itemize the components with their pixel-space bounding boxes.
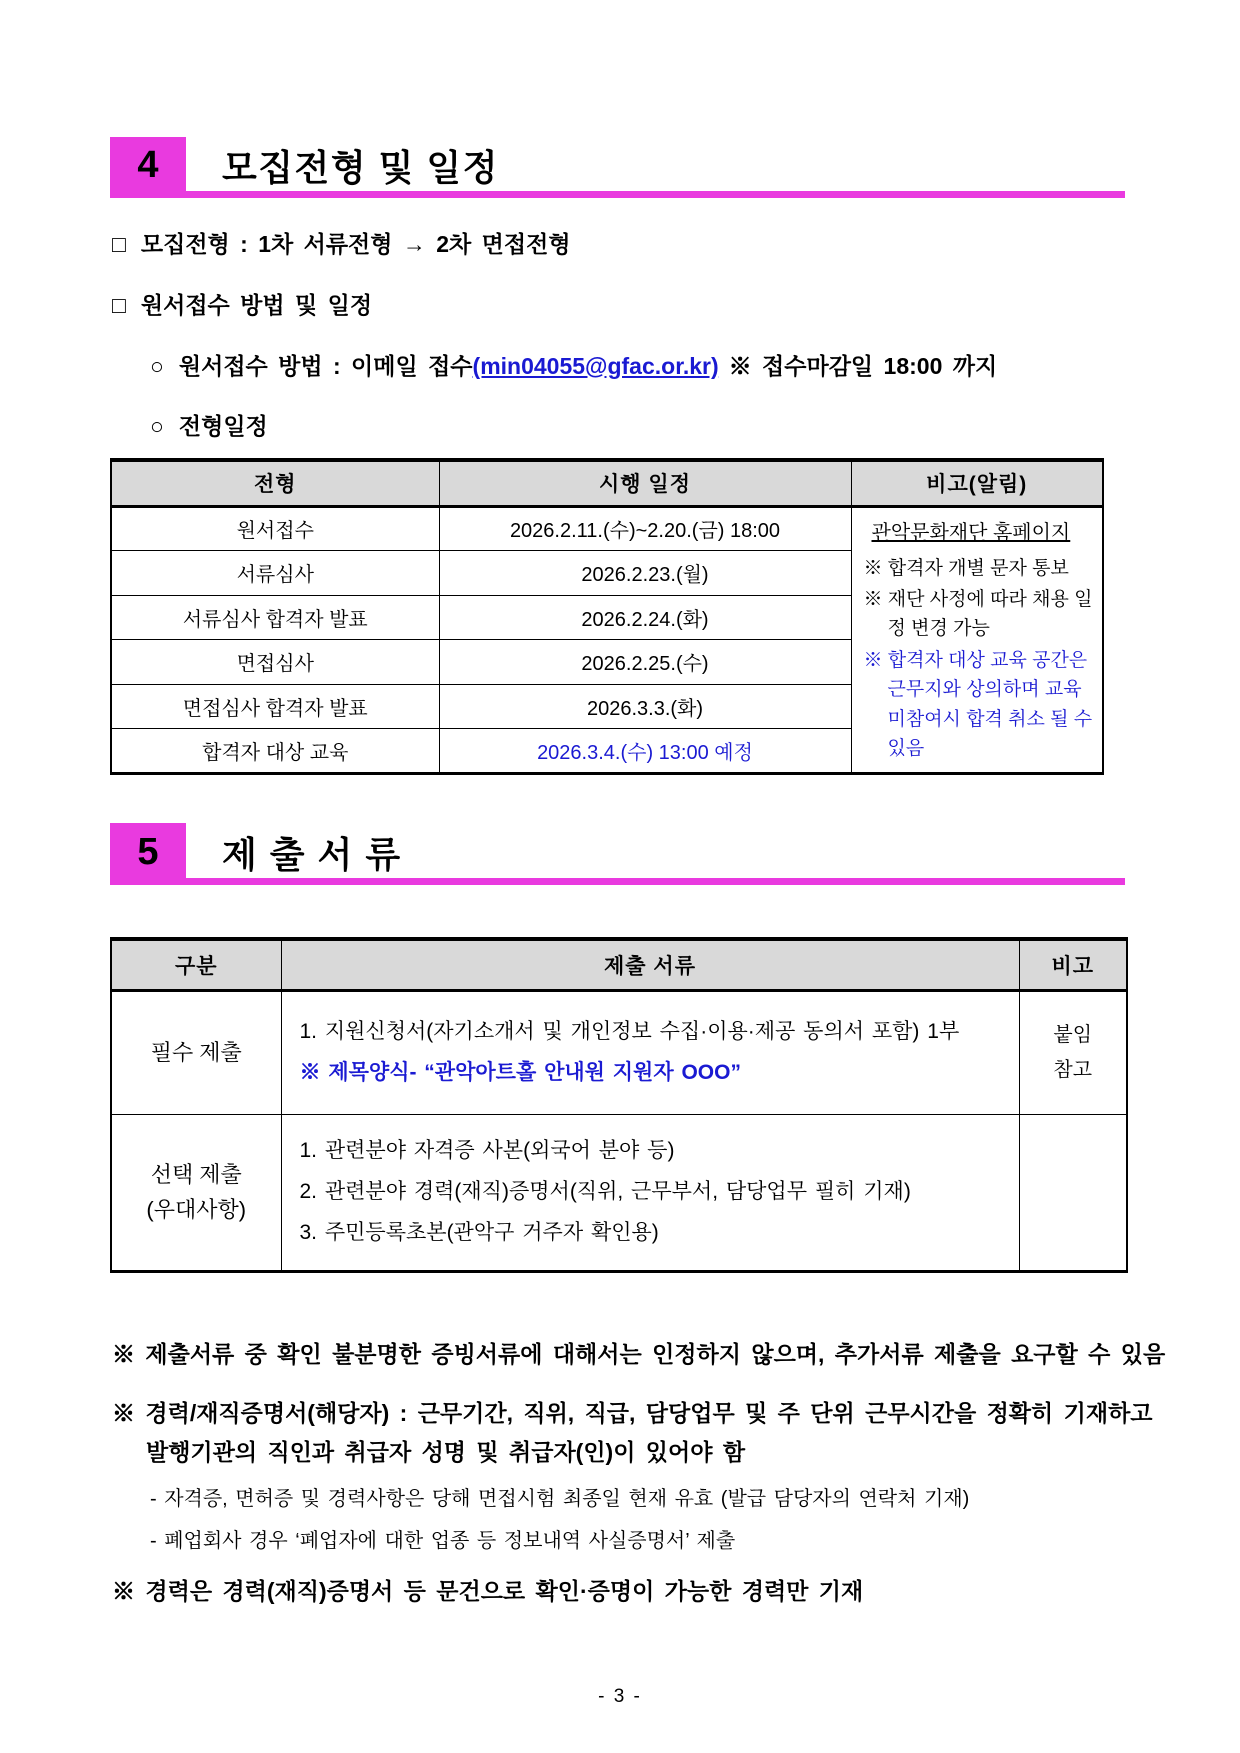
square-bullet-icon: □ xyxy=(112,291,126,318)
date-cell: 2026.2.11.(수)~2.20.(금) 18:00 xyxy=(439,506,851,551)
category-cell: 필수 제출 xyxy=(111,991,281,1115)
documents-table xyxy=(110,937,1128,1273)
notes-cell xyxy=(851,506,1103,773)
schedule-table-header-row xyxy=(111,460,1103,506)
schedule-heading-line xyxy=(150,412,1180,441)
schedule-table xyxy=(110,458,1104,775)
date-cell: 2026.3.3.(화) xyxy=(439,684,851,729)
optional-doc-item: 3. 주민등록초본(관악구 거주자 확인용) xyxy=(299,1220,659,1244)
footnote-sub-closed-company: - 폐업회사 경우 ‘폐업자에 대한 업종 등 정보내역 사실증명서’ 제출 xyxy=(150,1530,736,1553)
documents-table-header-row xyxy=(111,939,1127,991)
col-header-documents: 제출 서류 xyxy=(281,939,1019,991)
documents-cell xyxy=(281,991,1019,1115)
footnote-unclear-documents: ※ 제출서류 중 확인 불분명한 증빙서류에 대해서는 인정하지 않으며, 추가서류 제출을 요구할 수 있음 xyxy=(112,1340,1166,1367)
email-prefix-text: 원서접수 방법 : 이메일 접수 xyxy=(178,352,473,379)
section-5-number-badge: 5 xyxy=(110,823,186,881)
email-title-format-note: ※ 제목양식- “관악아트홀 안내원 지원자 OOO” xyxy=(299,1061,741,1085)
remark-cell xyxy=(1019,1115,1127,1272)
date-cell: 2026.2.24.(화) xyxy=(439,595,851,640)
deadline-text: ※ 접수마감일 18:00 까지 xyxy=(728,352,998,379)
required-doc-item: 1. 지원신청서(자기소개서 및 개인정보 수집·이용·제공 동의서 포함) 1부 xyxy=(299,1020,960,1044)
circle-bullet-icon: ○ xyxy=(150,413,164,440)
category-cell xyxy=(111,1115,281,1272)
table-row xyxy=(111,991,1127,1115)
note-schedule-change: ※ 재단 사정에 따라 채용 일정 변경 가능 xyxy=(863,588,1093,640)
stage-cell: 면접심사 합격자 발표 xyxy=(111,684,439,729)
documents-cell xyxy=(281,1115,1019,1272)
footnote-sub-certificates-valid: - 자격증, 면허증 및 경력사항은 당해 면접시험 최종일 현재 유효 (발급 담당자의 연락처 기재) xyxy=(150,1488,970,1511)
col-header-note: 비고(알림) xyxy=(851,460,1103,506)
circle-bullet-icon: ○ xyxy=(150,352,164,379)
remark-cell xyxy=(1019,991,1127,1115)
date-cell: 2026.3.4.(수) 13:00 예정 xyxy=(439,729,851,774)
email-link[interactable]: (min04055@gfac.or.kr) xyxy=(472,352,719,379)
square-bullet-icon: □ xyxy=(112,231,126,257)
footnote-employment-certificate: ※ 경력/재직증명서(해당자) : 근무기간, 직위, 직급, 담당업무 및 주 단위 근무시간을 정확히 기재하고 발행기관의 직인과 취급자 성명 및 취급자(인)이 있어야 함 xyxy=(112,1399,1153,1466)
application-method-line xyxy=(112,291,1180,320)
recruitment-process-text: 모집전형 : 1차 서류전형 → 2차 면접전형 xyxy=(140,231,571,257)
stage-cell: 서류심사 합격자 발표 xyxy=(111,595,439,640)
section-4-title: 모집전형 및 일정 xyxy=(222,147,499,188)
foundation-homepage-text: 관악문화재단 홈페이지 xyxy=(871,521,1071,544)
optional-doc-item: 1. 관련분야 자격증 사본(외국어 분야 등) xyxy=(299,1139,675,1163)
section-4-header xyxy=(110,140,1125,198)
recruitment-process-line xyxy=(112,230,1180,259)
table-row xyxy=(111,506,1103,551)
application-method-text: 원서접수 방법 및 일정 xyxy=(140,291,373,318)
stage-cell: 서류심사 xyxy=(111,551,439,596)
email-submission-line xyxy=(150,352,1180,381)
col-header-remark: 비고 xyxy=(1019,939,1127,991)
category-line: (우대사항) xyxy=(146,1197,247,1223)
footnotes-block xyxy=(0,1335,1240,1611)
category-line: 선택 제출 xyxy=(150,1162,242,1188)
stage-cell: 원서접수 xyxy=(111,506,439,551)
col-header-category: 구분 xyxy=(111,939,281,991)
stage-cell: 면접심사 xyxy=(111,640,439,685)
date-cell: 2026.2.25.(수) xyxy=(439,640,851,685)
col-header-stage: 전형 xyxy=(111,460,439,506)
note-sms-notification: ※ 합격자 개별 문자 통보 xyxy=(863,557,1069,579)
remark-line: 붙임 xyxy=(1053,1024,1093,1047)
date-cell: 2026.2.23.(월) xyxy=(439,551,851,596)
email-submission-text xyxy=(179,352,997,381)
footnote-verifiable-career: ※ 경력은 경력(재직)증명서 등 문건으로 확인·증명이 가능한 경력만 기재 xyxy=(112,1578,864,1605)
section-5-title: 제 출 서 류 xyxy=(222,833,402,875)
optional-doc-item: 2. 관련분야 경력(재직)증명서(직위, 근무부서, 담당업무 필히 기재) xyxy=(299,1180,911,1203)
table-row xyxy=(111,1115,1127,1272)
note-education-space: ※ 합격자 대상 교육 공간은 근무지와 상의하며 교육 미참여시 합격 취소 될 수 있음 xyxy=(863,649,1093,760)
stage-cell: 합격자 대상 교육 xyxy=(111,729,439,774)
section-4-number-badge: 4 xyxy=(110,137,186,195)
page-number: - 3 - xyxy=(598,1686,642,1707)
remark-line: 참고 xyxy=(1053,1059,1093,1082)
schedule-heading-text: 전형일정 xyxy=(178,413,268,440)
col-header-date: 시행 일정 xyxy=(439,460,851,506)
section-5-header xyxy=(110,827,1125,885)
